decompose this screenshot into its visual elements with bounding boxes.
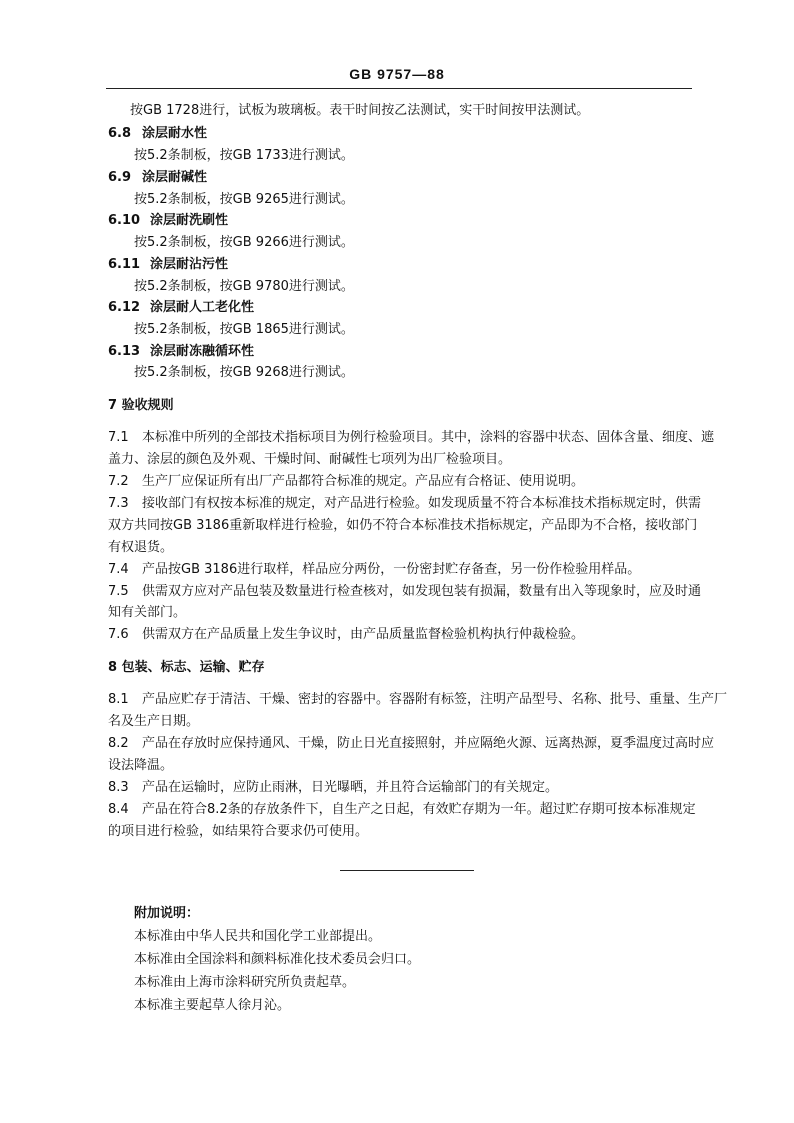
appendix-line: 本标准由中华人民共和国化学工业部提出。 (134, 929, 382, 944)
appendix-line: 本标准主要起草人徐月沁。 (134, 998, 291, 1013)
clause-number: 6.13 (108, 344, 141, 359)
clause-number: 8.2 (108, 736, 129, 751)
appendix-heading: 附加说明： (134, 906, 200, 921)
paragraph-line: 设法降温。 (108, 758, 174, 773)
clause-text: 按5.2条制板，按GB 9780进行测试。 (134, 279, 354, 294)
paragraph-text: 本标准中所列的全部技术指标项目为例行检验项目。其中，涂料的容器中状态、固体含量、细度、遮 (142, 430, 715, 445)
clause-number: 7.3 (108, 496, 129, 511)
clause-text: 按5.2条制板，按GB 9265进行测试。 (134, 192, 354, 207)
clause-heading (108, 170, 207, 186)
paragraph-line: 的项目进行检验，如结果符合要求仍可使用。 (108, 824, 369, 839)
clause-number: 8.3 (108, 780, 129, 795)
clause-number: 6.8 (108, 126, 132, 141)
clause-text: 按5.2条制板，按GB 1865进行测试。 (134, 322, 354, 337)
clause-number: 8.4 (108, 802, 129, 817)
clause-number: 7.5 (108, 584, 129, 599)
paragraph-line (108, 802, 696, 818)
paragraph-text: 产品按GB 3186进行取样，样品应分两份，一份密封贮存备查，另一份作检验用样品。 (142, 562, 641, 577)
clause-text: 按5.2条制板，按GB 1733进行测试。 (134, 148, 354, 163)
paragraph-text: 接收部门有权按本标准的规定，对产品进行检验。如发现质量不符合本标准技术指标规定时，供需 (142, 496, 702, 511)
clause-number: 6.12 (108, 300, 141, 315)
clause-heading (108, 300, 254, 316)
clause-title: 涂层耐人工老化性 (150, 300, 255, 315)
clause-number: 7.6 (108, 627, 129, 642)
paragraph-line: 双方共同按GB 3186重新取样进行检验，如仍不符合本标准技术指标规定，产品即为不合格，接收部门 (108, 518, 698, 533)
paragraph-text: 产品在符合8.2条的存放条件下，自生产之日起，有效贮存期为一年。超过贮存期可按本标准规定 (142, 802, 696, 817)
paragraph-line (108, 584, 701, 600)
paragraph-text: 生产厂应保证所有出厂产品都符合标准的规定。产品应有合格证、使用说明。 (142, 474, 585, 489)
paragraph-line: 名及生产日期。 (108, 714, 200, 729)
paragraph-line: 有权退货。 (108, 540, 174, 555)
paragraph-line: 盖力、涂层的颜色及外观、干燥时间、耐碱性七项列为出厂检验项目。 (108, 452, 512, 467)
appendix-line: 本标准由上海市涂料研究所负责起草。 (134, 975, 356, 990)
clause-title: 涂层耐洗刷性 (150, 213, 229, 228)
paragraph-line (108, 736, 714, 752)
clause-text: 按5.2条制板，按GB 9268进行测试。 (134, 365, 354, 380)
paragraph-line (108, 780, 558, 796)
paragraph-line: 知有关部门。 (108, 605, 187, 620)
continuation-text: 按GB 1728进行，试板为玻璃板。表干时间按乙法测试，实干时间按甲法测试。 (130, 103, 590, 118)
clause-text: 按5.2条制板，按GB 9266进行测试。 (134, 235, 354, 250)
clause-heading (108, 257, 228, 273)
paragraph-text: 供需双方应对产品包装及数量进行检查核对，如发现包装有损漏，数量有出入等现象时，应及时通 (142, 584, 702, 599)
clause-title: 涂层耐碱性 (142, 170, 208, 185)
clause-title: 涂层耐水性 (142, 126, 208, 141)
clause-heading (108, 213, 228, 229)
page-header-standard-number: GB 9757—88 (349, 66, 445, 82)
clause-heading (108, 344, 254, 360)
clause-number: 7.4 (108, 562, 129, 577)
paragraph-text: 产品在存放时应保持通风、干燥，防止日光直接照射，并应隔绝火源、远离热源，夏季温度过高时应 (142, 736, 715, 751)
clause-number: 6.11 (108, 257, 141, 272)
paragraph-text: 供需双方在产品质量上发生争议时，由产品质量监督检验机构执行仲裁检验。 (142, 627, 585, 642)
paragraph-text: 产品在运输时，应防止雨淋，日光曝晒，并且符合运输部门的有关规定。 (142, 780, 559, 795)
clause-number: 6.9 (108, 170, 132, 185)
clause-title: 涂层耐冻融循环性 (150, 344, 255, 359)
clause-number: 6.10 (108, 213, 141, 228)
paragraph-line (108, 474, 584, 490)
section-heading: 7 验收规则 (108, 398, 174, 413)
paragraph-text: 产品应贮存于清洁、干燥、密封的容器中。容器附有标签，注明产品型号、名称、批号、重量、生产厂 (142, 692, 728, 707)
header-rule (106, 88, 692, 89)
paragraph-line (108, 430, 714, 446)
clause-number: 8.1 (108, 692, 129, 707)
appendix-line: 本标准由全国涂料和颜料标准化技术委员会归口。 (134, 952, 421, 967)
clause-heading (108, 126, 207, 142)
clause-number: 7.1 (108, 430, 129, 445)
clause-title: 涂层耐沾污性 (150, 257, 229, 272)
paragraph-line (108, 562, 640, 578)
end-separator-rule (340, 870, 474, 871)
paragraph-line (108, 496, 701, 512)
clause-number: 7.2 (108, 474, 129, 489)
paragraph-line (108, 627, 584, 643)
paragraph-line (108, 692, 727, 708)
section-heading: 8 包装、标志、运输、贮存 (108, 660, 265, 675)
